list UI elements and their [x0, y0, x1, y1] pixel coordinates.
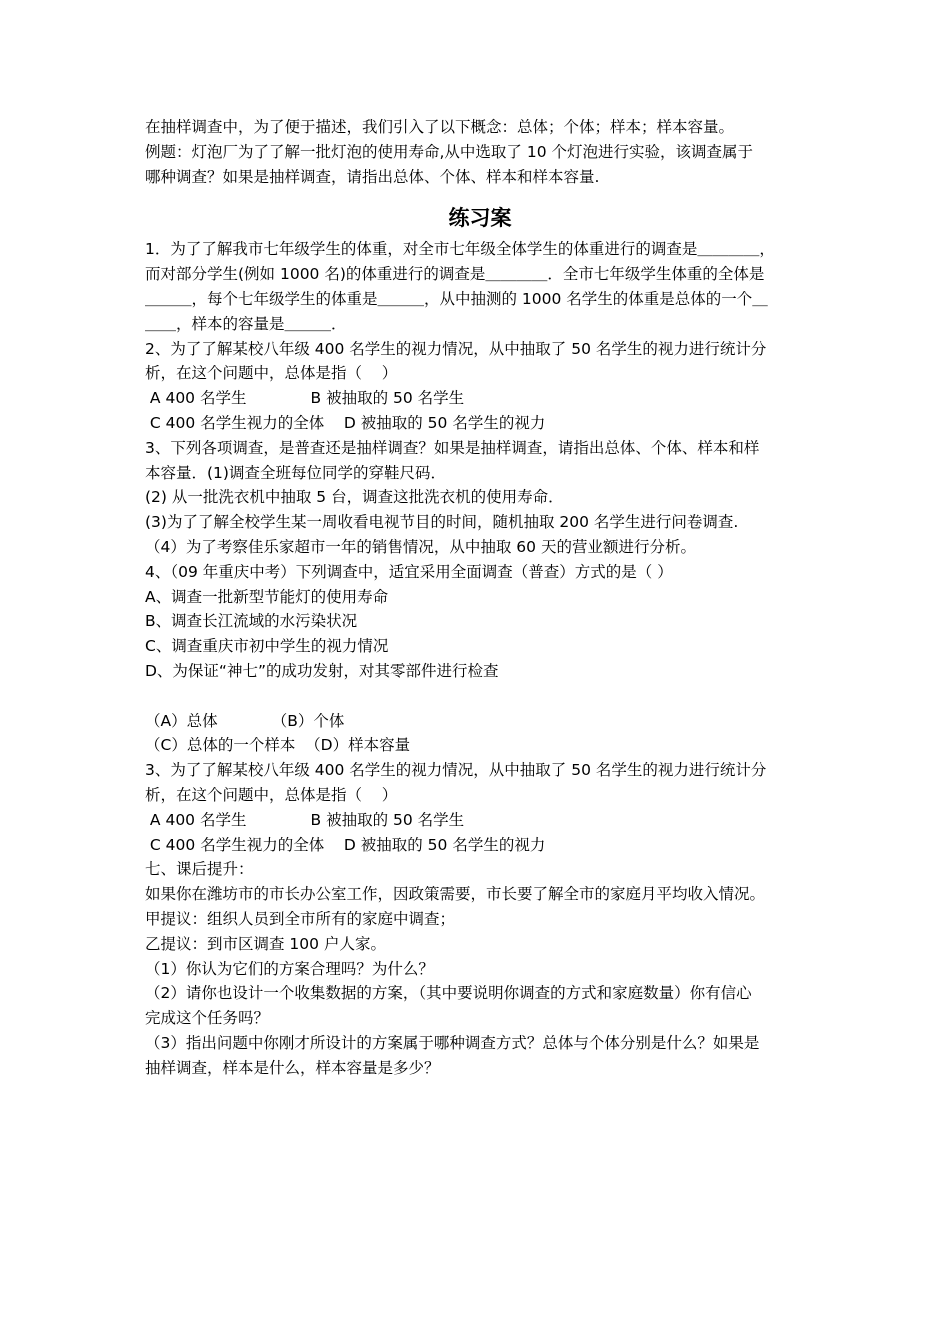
- exercise-block-a: [145, 237, 815, 683]
- exercise-line: C 400 名学生视力的全体 D 被抽取的 50 名学生的视力: [145, 835, 546, 854]
- exercise-line: A 400 名学生 B 被抽取的 50 名学生: [145, 810, 465, 829]
- section-title: 练习案: [448, 206, 512, 231]
- exercise-line: 完成这个任务吗？: [145, 1009, 270, 1028]
- intro-line: 在抽样调查中，为了便于描述，我们引入了以下概念：总体；个体；样本；样本容量。: [145, 118, 735, 136]
- exercise-line: C、调查重庆市初中学生的视力情况: [145, 637, 389, 656]
- exercise-line: A、调查一批新型节能灯的使用寿命: [145, 587, 389, 606]
- exercise-line: ＿＿，样本的容量是＿＿＿．: [145, 314, 347, 333]
- exercise-line: 析，在这个问题中，总体是指（ ）: [145, 364, 398, 383]
- exercise-line: ＿＿＿，每个七年级学生的体重是＿＿＿，从中抽测的 1000 名学生的体重是总体的一个＿: [145, 289, 768, 308]
- exercise-line: 而对部分学生(例如 1000 名)的体重进行的调查是＿＿＿＿．全市七年级学生体重的全体是: [145, 265, 765, 284]
- exercise-line: 1．为了了解我市七年级学生的体重，对全市七年级全体学生的体重进行的调查是＿＿＿＿，: [145, 240, 775, 259]
- exercise-line: （3）指出问题中你刚才所设计的方案属于哪种调查方式？总体与个体分别是什么？如果是: [145, 1033, 760, 1052]
- exercise-line: A 400 名学生 B 被抽取的 50 名学生: [145, 389, 465, 408]
- exercise-line: 甲提议：组织人员到全市所有的家庭中调查；: [145, 909, 456, 928]
- exercise-line: B、调查长江流域的水污染状况: [145, 612, 358, 631]
- exercise-line: 3、为了了解某校八年级 400 名学生的视力情况，从中抽取了 50 名学生的视力进行统计分: [145, 761, 767, 780]
- exercise-line: D、为保证“神七”的成功发射，对其零部件进行检查: [145, 661, 499, 680]
- exercise-line: 本容量．(1)调查全班每位同学的穿鞋尺码．: [145, 463, 446, 482]
- exercise-line: （C）总体的一个样本 （D）样本容量: [145, 736, 411, 755]
- intro-line: 例题：灯泡厂为了了解一批灯泡的使用寿命,从中选取了 10 个灯泡进行实验，该调查属于: [145, 142, 754, 161]
- exercise-line: 如果你在潍坊市的市长办公室工作，因政策需要，市长要了解全市的家庭月平均收入情况。: [145, 885, 766, 904]
- exercise-line: （A）总体 （B）个体: [145, 711, 345, 730]
- exercise-line: 七、课后提升：: [145, 860, 254, 879]
- exercise-line: （1）你认为它们的方案合理吗？为什么？: [145, 959, 434, 978]
- exercise-line: (3)为了了解全校学生某一周收看电视节目的时间，随机抽取 200 名学生进行问卷调查.: [145, 513, 739, 532]
- intro-line: 哪种调查？如果是抽样调查，请指出总体、个体、样本和样本容量.: [145, 167, 600, 186]
- exercise-line: （4）为了考察佳乐家超市一年的销售情况，从中抽取 60 天的营业额进行分析。: [145, 537, 696, 556]
- exercise-line: 3、下列各项调查，是普查还是抽样调查？如果是抽样调查，请指出总体、个体、样本和样: [145, 438, 760, 457]
- blank-spacer: [145, 684, 815, 709]
- exercise-line: 4、（09 年重庆中考）下列调查中，适宜采用全面调查（普查）方式的是（ ）: [145, 562, 673, 581]
- exercise-line: （2）请你也设计一个收集数据的方案，（其中要说明你调查的方式和家庭数量）你有信心: [145, 984, 752, 1003]
- exercise-line: 抽样调查，样本是什么，样本容量是多少？: [145, 1058, 440, 1077]
- exercise-line: (2) 从一批洗衣机中抽取 5 台，调查这批洗衣机的使用寿命．: [145, 488, 564, 507]
- exercise-line: C 400 名学生视力的全体 D 被抽取的 50 名学生的视力: [145, 413, 546, 432]
- exercise-line: 2、为了了解某校八年级 400 名学生的视力情况，从中抽取了 50 名学生的视力进行统计分: [145, 339, 767, 358]
- document-body: [145, 115, 815, 1080]
- exercise-line: 乙提议：到市区调查 100 户人家。: [145, 934, 386, 953]
- intro-block: [145, 115, 815, 189]
- exercise-line: 析，在这个问题中，总体是指（ ）: [145, 785, 398, 804]
- exercise-block-b: [145, 709, 815, 1081]
